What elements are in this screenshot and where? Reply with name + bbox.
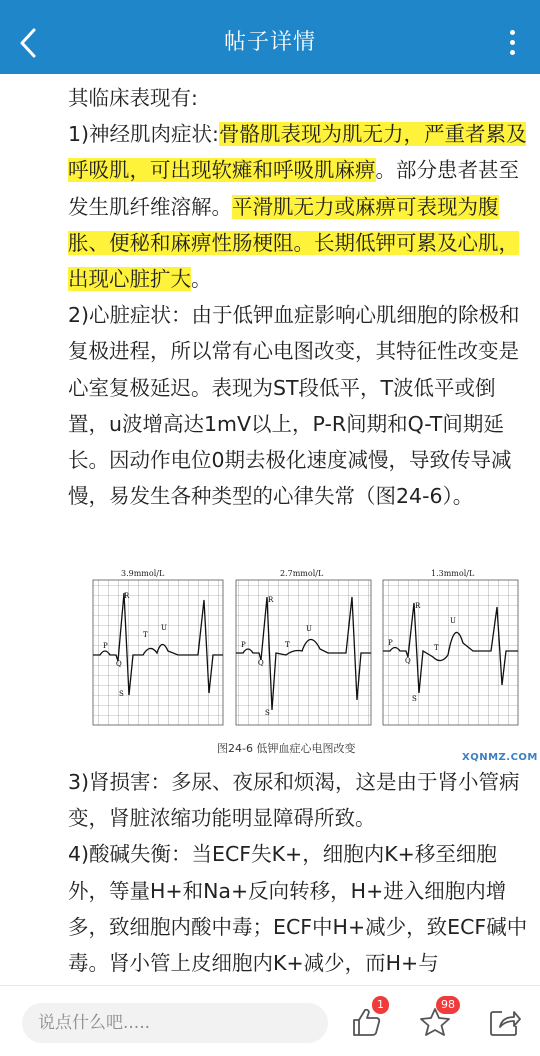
figure-caption: 图24-6 低钾血症心电图改变 <box>217 742 356 755</box>
ecg-wave-label: P <box>241 641 246 649</box>
ecg-panel-label: 1.3mmol/L <box>431 569 475 578</box>
article-body-continued <box>68 764 530 981</box>
article-body <box>68 80 528 514</box>
article-paragraph-intro: 其临床表现有: <box>68 86 198 110</box>
ecg-wave-label: Q <box>116 660 122 668</box>
ecg-wave-label: U <box>161 624 167 632</box>
like-button[interactable] <box>350 998 384 1038</box>
ecg-wave-label: S <box>119 690 124 698</box>
ecg-panel-2 <box>236 569 371 725</box>
share-button[interactable] <box>488 1006 522 1038</box>
ecg-wave-label: U <box>450 617 456 625</box>
article-paragraph-acid-base: 4)酸碱失衡：当ECF失K+，细胞内K+移至细胞外，等量H+和Na+反向转移，H+进入细胞内增多，致细胞内酸中毒；ECF中H+减少，致ECF碱中毒。肾小管上皮细胞内K+减少，而H+与 <box>68 842 528 976</box>
share-icon <box>488 1006 522 1038</box>
ecg-wave-label: S <box>412 695 417 703</box>
ecg-panel-label: 3.9mmol/L <box>121 569 165 578</box>
status-bar <box>0 0 540 12</box>
ecg-panel-3 <box>383 569 518 725</box>
ecg-wave-label: U <box>306 625 312 633</box>
top-bar <box>0 12 540 74</box>
ecg-wave-label: Q <box>258 659 264 667</box>
article-paragraph-kidney: 3)肾损害：多尿、夜尿和烦渴，这是由于肾小管病变，肾脏浓缩功能明显障碍所致。 <box>68 770 520 831</box>
like-count-badge: 1 <box>372 996 389 1014</box>
ecg-figure <box>88 565 523 765</box>
ecg-panel-label: 2.7mmol/L <box>280 569 324 578</box>
article-paragraph-neuromuscular <box>68 116 528 297</box>
ecg-wave-label: Q <box>405 657 411 665</box>
ecg-wave-label: R <box>124 592 130 600</box>
ecg-wave-label: S <box>265 709 270 717</box>
ecg-wave-label: T <box>285 641 290 649</box>
favorite-count-badge: 98 <box>436 996 460 1014</box>
ecg-wave-label: P <box>103 642 108 650</box>
bottom-action-bar <box>0 985 540 1056</box>
ecg-panel-1 <box>93 569 223 725</box>
more-vertical-icon <box>502 30 522 55</box>
ecg-wave-label: T <box>434 644 439 652</box>
paragraph-text: 1)神经肌肉症状: <box>68 122 219 147</box>
ecg-wave-label: P <box>388 639 393 647</box>
paragraph-text: 。部分患者甚至发生肌纤维溶解。 <box>68 158 519 219</box>
comment-input[interactable]: 说点什么吧..... <box>22 1003 328 1043</box>
ecg-wave-label: R <box>415 602 421 610</box>
article-paragraph-cardiac: 2)心脏症状：由于低钾血症影响心肌细胞的除极和复极进程，所以常有心电图改变，其特征性改变是心室复极延迟。表现为ST段低平，T波低平或倒置，u波增高达1mV以上，P-R间期和Q-T间期延长。因动作电位0期去极化速度减慢，导致传导减慢，易发生各种类型的心律失常（图24-6）。 <box>68 303 520 509</box>
highlighted-text: 骨骼肌表现为肌无力，严重者累及呼吸肌，可出现软瘫和呼吸肌麻痹 <box>68 122 527 183</box>
page-title: 帖子详情 <box>223 30 316 55</box>
ecg-wave-label: R <box>268 596 274 604</box>
paragraph-text: 。 <box>191 267 212 292</box>
ecg-wave-label: T <box>143 631 148 639</box>
more-menu-button[interactable] <box>502 26 522 60</box>
highlighted-text: 平滑肌无力或麻痹可表现为腹胀、便秘和麻痹性肠梗阻。长期低钾可累及心肌，出现心脏扩大 <box>68 194 519 292</box>
favorite-button[interactable] <box>418 998 455 1038</box>
watermark: XQNMZ.COM <box>462 752 538 763</box>
